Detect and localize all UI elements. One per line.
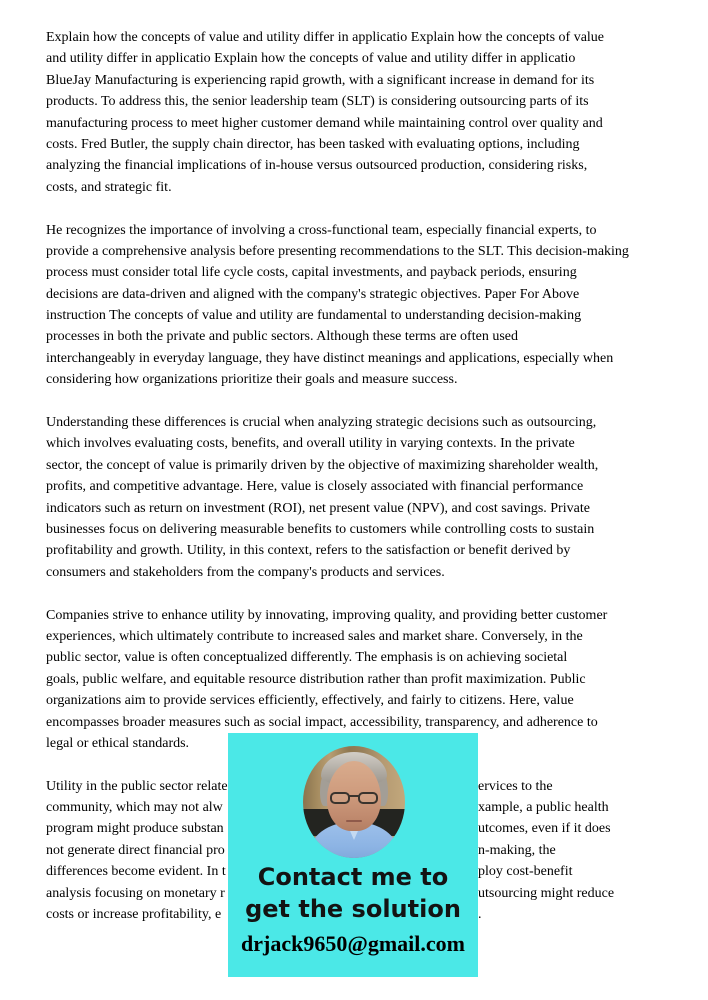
- glasses-lens-right: [358, 792, 378, 804]
- text-fragment-left: costs or increase profitability, e: [46, 907, 222, 923]
- text-fragment-left: differences become evident. In t: [46, 864, 226, 880]
- contact-heading-line2: get the solution: [245, 895, 461, 923]
- text-fragment-left: not generate direct financial pro: [46, 842, 225, 858]
- text-line: process must consider total life cycle costs, capital investments, and payback periods, ensuring: [46, 265, 577, 281]
- paragraph: [46, 412, 646, 583]
- text-line: public sector, value is often conceptualized differently. The emphasis is on achieving societal: [46, 650, 568, 666]
- text-line: provide a comprehensive analysis before presenting recommendations to the SLT. This decision-making: [46, 243, 629, 259]
- text-fragment-right: n-making, the: [478, 842, 556, 858]
- text-line: Explain how the concepts of value and utility differ in applicatio Explain how the concepts of value: [46, 30, 605, 45]
- text-line: consumers and stakeholders from the company's products and services.: [46, 564, 445, 580]
- text-fragment-right: xample, a public health: [478, 800, 609, 816]
- text-line: decisions are data-driven and aligned with the company's strategic objectives. Paper For Above: [46, 286, 580, 302]
- text-fragment-right: ervices to the: [478, 778, 553, 794]
- contact-overlay-card: [228, 733, 478, 977]
- text-line: processes in both the private and public sectors. Although these terms are often used: [46, 329, 518, 345]
- text-fragment-right: utsourcing might reduce: [478, 885, 615, 901]
- contact-message: [228, 861, 478, 957]
- contact-email: drjack9650@gmail.com: [241, 931, 465, 956]
- text-fragment-right: ploy cost-benefit: [478, 864, 573, 880]
- text-line: goals, public welfare, and equitable resource distribution rather than profit maximization. Public: [46, 671, 586, 687]
- text-line: and utility differ in applicatio Explain how the concepts of value and utility differ in applicatio: [46, 51, 576, 67]
- text-line: encompasses broader measures such as social impact, accessibility, transparency, and adherence to: [46, 714, 598, 730]
- text-line: Understanding these differences is crucial when analyzing strategic decisions such as outsourcing,: [46, 415, 597, 431]
- text-line: products. To address this, the senior leadership team (SLT) is considering outsourcing parts of its: [46, 94, 589, 110]
- text-line: experiences, which ultimately contribute to increased sales and market share. Conversely, in the: [46, 628, 583, 644]
- text-line: indicators such as return on investment (ROI), net present value (NPV), and cost savings. Private: [46, 500, 590, 516]
- text-fragment-left: analysis focusing on monetary r: [46, 885, 225, 901]
- glasses-icon: [330, 792, 378, 804]
- text-line: businesses focus on delivering measurable benefits to customers while controlling costs to sustain: [46, 521, 595, 537]
- glasses-lens-left: [330, 792, 350, 804]
- photo-mouth: [346, 820, 362, 822]
- paragraph: [46, 220, 646, 391]
- text-line: BlueJay Manufacturing is experiencing rapid growth, with a significant increase in demand for its: [46, 72, 595, 88]
- text-line: considering how organizations prioritize their goals and measure success.: [46, 372, 458, 388]
- text-line: organizations aim to provide services efficiently, effectively, and fairly to citizens. Here, value: [46, 693, 574, 709]
- text-fragment-right: utcomes, even if it does: [478, 821, 611, 837]
- tutor-portrait-photo: [303, 746, 405, 858]
- contact-heading-line1: Contact me to: [257, 863, 449, 891]
- text-line: interchangeably in everyday language, they have distinct meanings and applications, especially when: [46, 350, 614, 366]
- text-line: analyzing the financial implications of in-house versus outsourced production, considering risks,: [46, 158, 588, 174]
- paragraph: [46, 27, 646, 198]
- text-line: profitability and growth. Utility, in this context, refers to the satisfaction or benefit derived by: [46, 543, 571, 559]
- text-line: costs. Fred Butler, the supply chain director, has been tasked with evaluating options, including: [46, 136, 580, 152]
- text-fragment-left: community, which may not alw: [46, 800, 223, 816]
- text-line: sector, the concept of value is primarily driven by the objective of maximizing shareholder wealth,: [46, 457, 599, 473]
- text-fragment-right: .: [478, 907, 482, 923]
- text-line: legal or ethical standards.: [46, 735, 190, 751]
- text-line: Companies strive to enhance utility by innovating, improving quality, and providing better customer: [46, 607, 608, 623]
- text-line: profits, and competitive advantage. Here, value is closely associated with financial performance: [46, 479, 584, 495]
- paragraph: [46, 605, 646, 755]
- text-line: costs, and strategic fit.: [46, 179, 172, 195]
- text-line: instruction The concepts of value and utility are fundamental to understanding decision-making: [46, 308, 582, 324]
- text-line: which involves evaluating costs, benefits, and overall utility in varying contexts. In the private: [46, 436, 575, 452]
- text-fragment-left: program might produce substan: [46, 821, 224, 837]
- text-line: manufacturing process to meet higher customer demand while maintaining control over quality and: [46, 115, 603, 131]
- text-line: He recognizes the importance of involving a cross-functional team, especially financial experts, to: [46, 222, 597, 238]
- text-fragment-left: Utility in the public sector relate: [46, 778, 228, 794]
